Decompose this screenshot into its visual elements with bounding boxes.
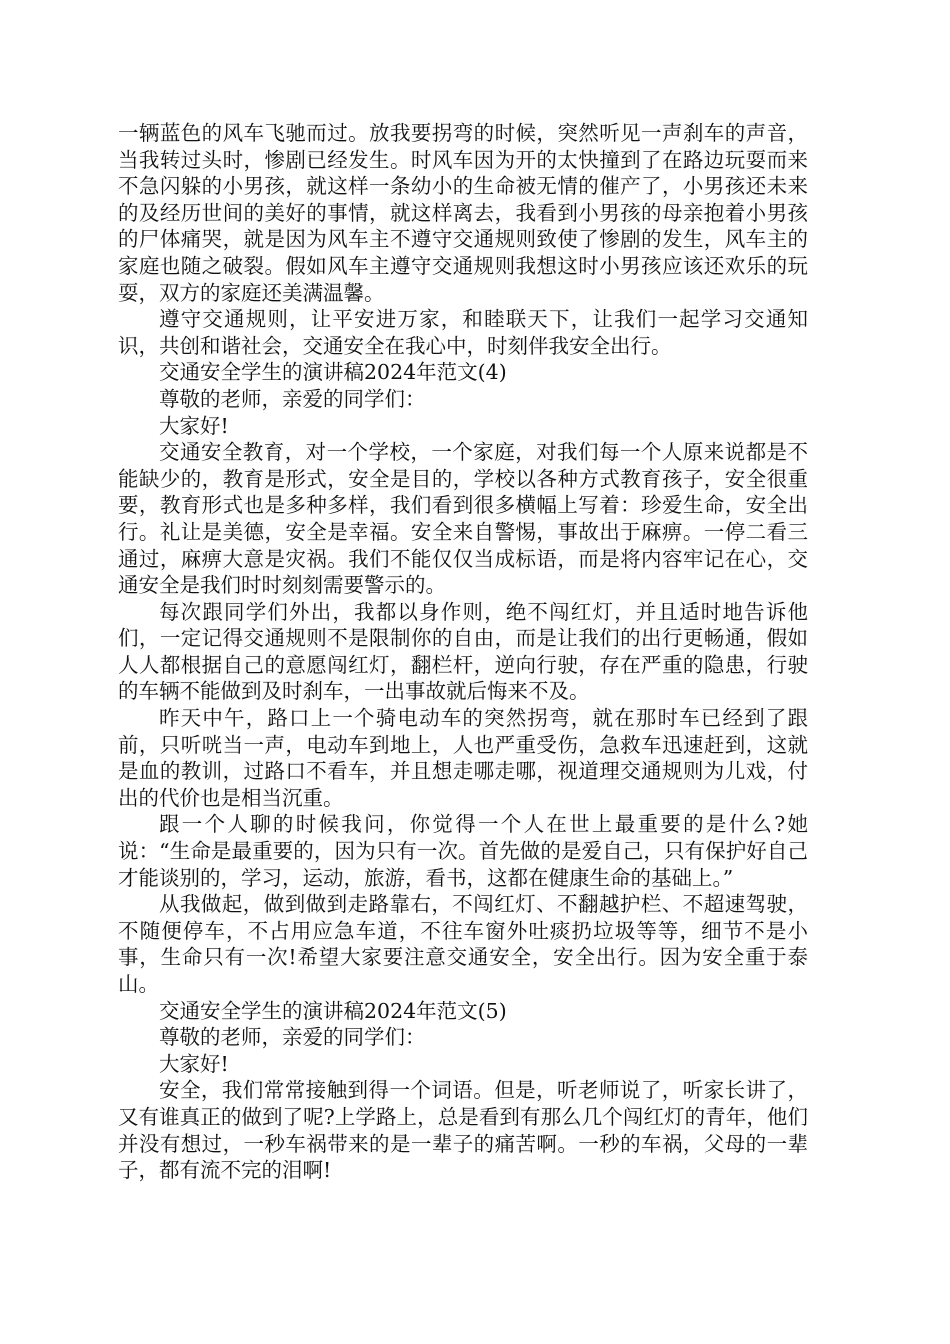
paragraph-3: 交通安全教育，对一个学校，一个家庭，对我们每一个人原来说都是不能缺少的，教育是形式，安全是目的，学校以各种方式教育孩子，安全很重要，教育形式也是多种多样，我们看到很多横幅上写着：珍爱生命，安全出行。礼让是美德，安全是幸福。安全来自警惕，事故出于麻痹。一停二看三通过，麻痹大意是灾祸。我们不能仅仅当成标语，而是将内容牢记在心，交通安全是我们时时刻刻需要警示的。 (118, 440, 808, 598)
document-page (118, 120, 808, 1184)
paragraph-5: 昨天中午，路口上一个骑电动车的突然拐弯，就在那时车已经到了跟前，只听咣当一声，电动车到地上，人也严重受伤，急救车迅速赶到，这就是血的教训，过路口不看车，并且想走哪走哪，视道理交通规则为儿戏，付出的代价也是相当沉重。 (118, 706, 808, 810)
greeting: 大家好! (159, 413, 229, 438)
paragraph-4: 每次跟同学们外出，我都以身作则，绝不闯红灯，并且适时地告诉他们，一定记得交通规则不是限制你的自由，而是让我们的出行更畅通，假如人人都根据自己的意愿闯红灯，翻栏杆，逆向行驶，存在严重的隐患，行驶的车辆不能做到及时刹车，一出事故就后悔来不及。 (118, 599, 808, 704)
section-heading-5: 交通安全学生的演讲稿2024年范文(5) (159, 998, 507, 1023)
salutation: 尊敬的老师，亲爱的同学们： (159, 386, 426, 411)
salutation-2: 尊敬的老师，亲爱的同学们： (159, 1025, 426, 1050)
paragraph-7: 从我做起，做到做到走路靠右，不闯红灯、不翻越护栏、不超速驾驶，不随便停车，不占用应急车道，不往车窗外吐痰扔垃圾等等，细节不是小事，生命只有一次!希望大家要注意交通安全，安全出行。因为安全重于泰山。 (118, 892, 808, 996)
paragraph-8: 安全，我们常常接触到得一个词语。但是，听老师说了，听家长讲了，又有谁真正的做到了呢?上学路上，总是看到有那么几个闯红灯的青年，他们并没有想过，一秒车祸带来的是一辈子的痛苦啊。一秒的车祸，父母的一辈子，都有流不完的泪啊! (118, 1078, 808, 1183)
paragraph-2: 遵守交通规则，让平安进万家，和睦联天下，让我们一起学习交通知识，共创和谐社会，交通安全在我心中，时刻伴我安全出行。 (118, 307, 808, 358)
section-heading-4: 交通安全学生的演讲稿2024年范文(4) (159, 360, 507, 385)
paragraph-6: 跟一个人聊的时候我问，你觉得一个人在世上最重要的是什么?她说：“生命是最重要的，因为只有一次。首先做的是爱自己，只有保护好自己才能谈别的，学习，运动，旅游，看书，这都在健康生命的基础上。” (118, 812, 808, 890)
paragraph-1: 一辆蓝色的风车飞驰而过。放我要拐弯的时候，突然听见一声刹车的声音，当我转过头时，惨剧已经发生。时风车因为开的太快撞到了在路边玩耍而来不急闪躲的小男孩，就这样一条幼小的生命被无情的催产了，小男孩还未来的及经历世间的美好的事情，就这样离去，我看到小男孩的母亲抱着小男孩的尸体痛哭，就是因为风车主不遵守交通规则致使了惨剧的发生，风车主的家庭也随之破裂。假如风车主遵守交通规则我想这时小男孩应该还欢乐的玩耍，双方的家庭还美满温馨。 (118, 121, 808, 305)
greeting-2: 大家好! (159, 1051, 229, 1076)
